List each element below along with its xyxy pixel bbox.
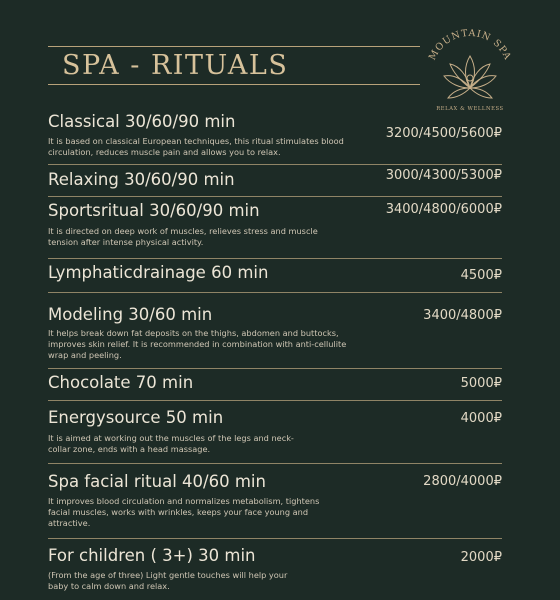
item-price: 3200/4500/5600₽ [385,126,502,141]
item-description: It is aimed at working out the muscles of the legs and neck-collar zone, ends with a head massage. [48,433,294,454]
item-name: Spa facial ritual 40/60 min [48,472,266,491]
item-name: Modeling 30/60 min [48,305,213,324]
lotus-icon [444,56,496,98]
item-name: Chocolate 70 min [48,373,194,392]
page-title: SPA - RITUALS [62,50,289,81]
item-description: It is based on classical European techniques, this ritual stimulates blood circulation, reduces muscle pain and allows you to relax. [48,136,344,157]
item-name: Lymphaticdrainage 60 min [48,263,269,282]
item-price: 2800/4000₽ [423,474,502,489]
item-price: 5000₽ [460,376,502,391]
item-divider [48,196,502,197]
item-description: It helps break down fat deposits on the thighs, abdomen and buttocks, improves skin relief. It is recommended in combination with anti-cellulite wrap and peeling. [48,328,347,360]
item-description: It improves blood circulation and normalizes metabolism, tightens facial muscles, works with wrinkles, keeps your face young and attractive. [48,496,320,528]
logo-tagline: RELAX & WELLNESS [436,106,504,112]
item-divider [48,164,502,165]
header-rule-top [48,46,420,47]
item-description: It is directed on deep work of muscles, relieves stress and muscle tension after intense physical activity. [48,226,318,247]
item-divider [48,258,502,259]
item-divider [48,538,502,539]
item-price: 3000/4300/5300₽ [385,168,502,183]
header-rule-bottom [48,84,420,85]
item-price: 4000₽ [460,411,502,426]
item-divider [48,368,502,369]
mountain-spa-logo [420,28,520,118]
item-divider [48,400,502,401]
item-price: 3400/4800₽ [423,308,502,323]
item-divider [48,292,502,293]
item-name: For children ( 3+) 30 min [48,546,256,565]
item-price: 4500₽ [460,268,502,283]
item-name: Energysource 50 min [48,408,224,427]
item-name: Classical 30/60/90 min [48,112,236,131]
item-description: (From the age of three) Light gentle touches will help your baby to calm down and relax. [48,570,288,591]
logo-arc-text: MOUNTAIN SPA [426,28,514,63]
item-price: 3400/4800/6000₽ [385,202,502,217]
item-divider [48,463,502,464]
item-name: Relaxing 30/60/90 min [48,170,235,189]
item-price: 2000₽ [460,550,502,565]
item-name: Sportsritual 30/60/90 min [48,201,260,220]
